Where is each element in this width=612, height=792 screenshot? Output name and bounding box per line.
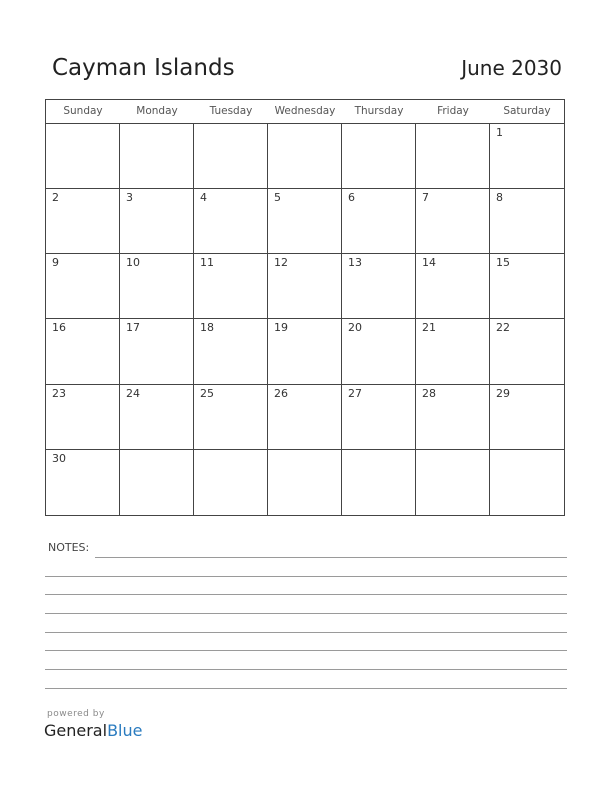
date-number: 4 bbox=[200, 191, 207, 205]
notes-line bbox=[45, 650, 567, 651]
day-cell bbox=[46, 189, 120, 254]
calendar-grid bbox=[45, 99, 565, 516]
date-number: 10 bbox=[126, 256, 140, 270]
notes-line bbox=[45, 632, 567, 633]
weekday-wednesday: Wednesday bbox=[274, 105, 336, 117]
day-cell bbox=[46, 319, 120, 384]
date-number: 2 bbox=[52, 191, 59, 205]
day-cell bbox=[120, 189, 194, 254]
day-cell bbox=[416, 124, 490, 189]
date-number: 29 bbox=[496, 386, 510, 400]
day-cell bbox=[268, 124, 342, 189]
brand-blue: Blue bbox=[107, 721, 143, 740]
notes-line bbox=[45, 669, 567, 670]
day-cell bbox=[194, 319, 268, 384]
day-cell bbox=[342, 319, 416, 384]
notes-line bbox=[45, 594, 567, 595]
notes-label: NOTES: bbox=[48, 541, 90, 554]
day-cell bbox=[268, 385, 342, 450]
day-cell bbox=[194, 385, 268, 450]
day-cell bbox=[120, 319, 194, 384]
generalblue-logo[interactable] bbox=[44, 721, 142, 741]
day-cell bbox=[342, 254, 416, 319]
day-cell bbox=[120, 385, 194, 450]
day-cell bbox=[342, 189, 416, 254]
date-number: 26 bbox=[274, 386, 288, 400]
date-number: 12 bbox=[274, 256, 288, 270]
date-number: 13 bbox=[348, 256, 362, 270]
day-cell bbox=[194, 450, 268, 515]
day-cell bbox=[342, 385, 416, 450]
day-cell bbox=[194, 189, 268, 254]
brand-general: General bbox=[44, 721, 108, 740]
day-cell bbox=[268, 189, 342, 254]
weekday-sunday: Sunday bbox=[63, 105, 103, 117]
notes-line bbox=[95, 557, 567, 558]
day-cell bbox=[490, 319, 564, 384]
day-cell bbox=[268, 254, 342, 319]
date-number: 19 bbox=[274, 321, 288, 335]
day-cell bbox=[46, 254, 120, 319]
day-cell bbox=[46, 124, 120, 189]
day-cell bbox=[46, 385, 120, 450]
day-cell bbox=[268, 450, 342, 515]
calendar-weeks bbox=[46, 124, 564, 515]
weekday-friday: Friday bbox=[437, 105, 469, 117]
date-number: 17 bbox=[126, 321, 140, 335]
date-number: 16 bbox=[52, 321, 66, 335]
day-cell bbox=[342, 124, 416, 189]
weekday-saturday: Saturday bbox=[503, 105, 551, 117]
day-cell bbox=[120, 450, 194, 515]
date-number: 23 bbox=[52, 386, 66, 400]
day-cell bbox=[194, 254, 268, 319]
date-number: 9 bbox=[52, 256, 59, 270]
day-cell bbox=[416, 254, 490, 319]
day-cell bbox=[416, 189, 490, 254]
day-cell bbox=[490, 450, 564, 515]
date-number: 20 bbox=[348, 321, 362, 335]
day-cell bbox=[46, 450, 120, 515]
date-number: 8 bbox=[496, 191, 503, 205]
date-number: 18 bbox=[200, 321, 214, 335]
weekday-tuesday: Tuesday bbox=[209, 105, 253, 117]
notes-line bbox=[45, 688, 567, 689]
day-cell bbox=[490, 124, 564, 189]
day-cell bbox=[194, 124, 268, 189]
day-cell bbox=[416, 385, 490, 450]
date-number: 15 bbox=[496, 256, 510, 270]
month-year-label: June 2030 bbox=[461, 56, 562, 80]
date-number: 14 bbox=[422, 256, 436, 270]
day-cell bbox=[342, 450, 416, 515]
date-number: 5 bbox=[274, 191, 281, 205]
day-cell bbox=[490, 385, 564, 450]
powered-by-text: powered by bbox=[47, 709, 105, 719]
calendar-title: Cayman Islands bbox=[52, 55, 235, 81]
day-cell bbox=[416, 319, 490, 384]
date-number: 22 bbox=[496, 321, 510, 335]
notes-line bbox=[45, 576, 567, 577]
notes-line bbox=[45, 613, 567, 614]
day-cell bbox=[120, 254, 194, 319]
date-number: 28 bbox=[422, 386, 436, 400]
day-cell bbox=[490, 254, 564, 319]
date-number: 25 bbox=[200, 386, 214, 400]
day-cell bbox=[416, 450, 490, 515]
date-number: 1 bbox=[496, 126, 503, 139]
date-number: 7 bbox=[422, 191, 429, 205]
day-cell bbox=[120, 124, 194, 189]
day-cell bbox=[268, 319, 342, 384]
weekday-header-row bbox=[46, 100, 564, 124]
date-number: 30 bbox=[52, 451, 66, 465]
date-number: 3 bbox=[126, 191, 133, 205]
weekday-thursday: Thursday bbox=[354, 105, 404, 117]
weekday-monday: Monday bbox=[136, 105, 178, 117]
date-number: 27 bbox=[348, 386, 362, 400]
date-number: 6 bbox=[348, 191, 355, 205]
date-number: 11 bbox=[200, 256, 214, 270]
day-cell bbox=[490, 189, 564, 254]
date-number: 24 bbox=[126, 386, 140, 400]
date-number: 21 bbox=[422, 321, 436, 335]
